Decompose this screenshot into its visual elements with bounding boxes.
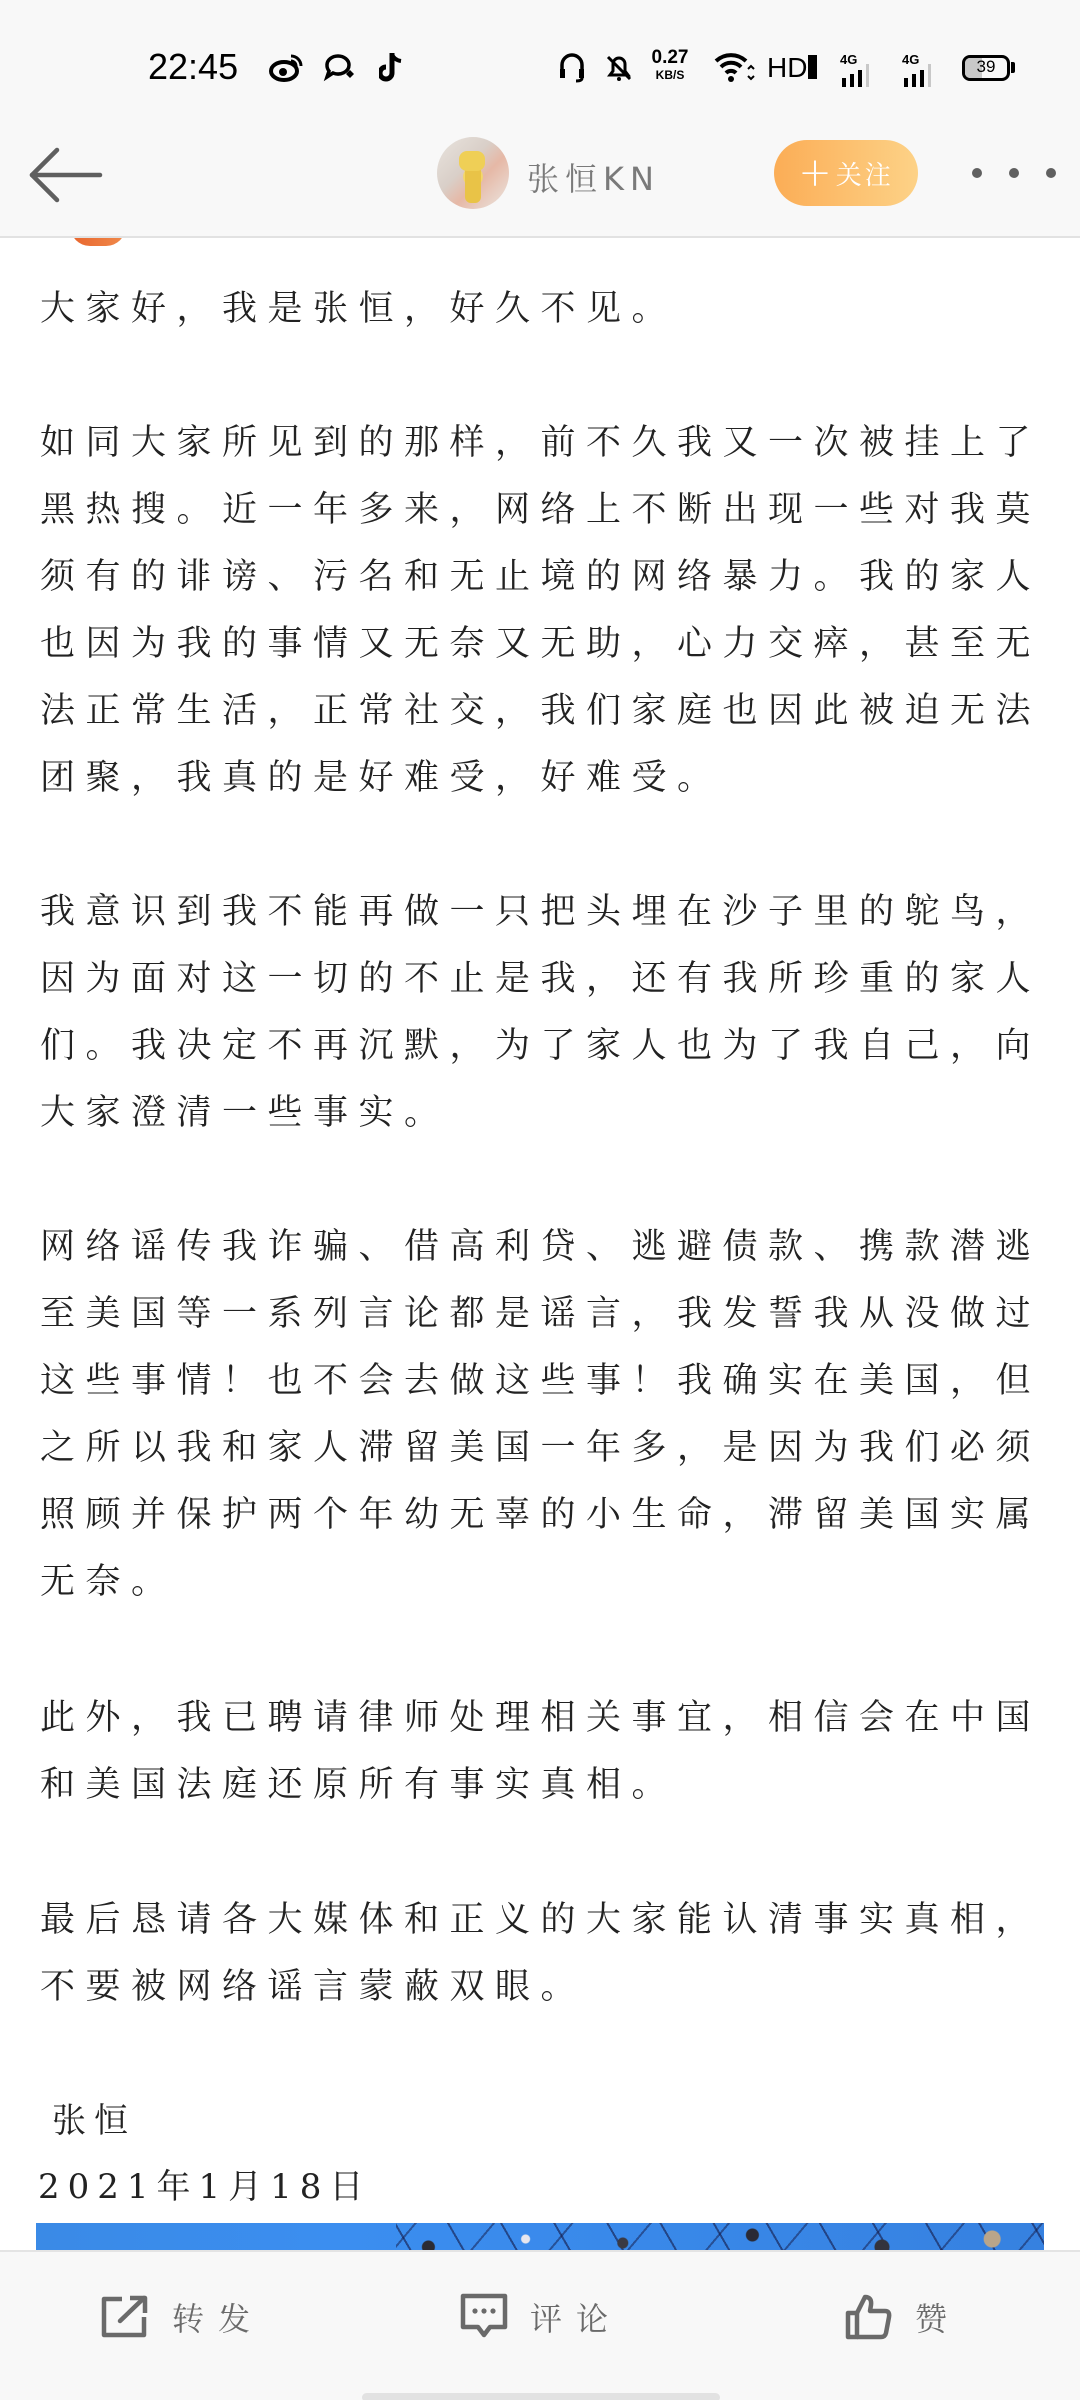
signal-4g-icon-sim1: 4G [840, 52, 857, 67]
thumbs-up-icon [845, 2293, 893, 2341]
home-indicator[interactable] [362, 2393, 720, 2400]
weibo-icon [268, 50, 306, 84]
status-time: 22:45 [148, 46, 239, 87]
like-button[interactable] [845, 2282, 961, 2352]
wifi-icon [713, 50, 755, 84]
post-content [0, 240, 1080, 2250]
more-dots-icon [972, 168, 982, 178]
repost-label: 转发 [172, 2300, 265, 2338]
more-options-button[interactable] [972, 160, 1056, 186]
author-name[interactable]: 张恒KN [527, 160, 660, 198]
author-avatar[interactable] [437, 137, 509, 209]
bottom-action-bar [0, 2250, 1080, 2400]
like-label: 赞 [915, 2300, 962, 2338]
comment-label: 评论 [530, 2300, 623, 2338]
share-icon [100, 2295, 150, 2339]
battery-icon: 39 [962, 55, 1010, 81]
signature: 张恒 [52, 2101, 136, 2141]
comment-icon [460, 2293, 508, 2341]
bell-muted-icon [604, 50, 634, 84]
post-paragraph: 此外，我已聘请律师处理相关事宜，相信会在中国和美国法庭还原所有事实真相。 [40, 1698, 1042, 1805]
headphones-icon [557, 50, 587, 84]
post-date: 2021年1月18日 [38, 2167, 372, 2207]
post-header [0, 120, 1080, 238]
repost-button[interactable] [100, 2282, 264, 2352]
post-paragraph: 大家好，我是张恒，好久不见。 [40, 289, 678, 329]
plus-icon: + [798, 150, 832, 196]
comment-button[interactable] [460, 2282, 622, 2352]
signal-4g-icon-sim2: 4G [902, 52, 919, 67]
chat-bubble-icon [322, 50, 358, 84]
back-button[interactable] [22, 142, 110, 208]
post-paragraph: 我意识到我不能再做一只把头埋在沙子里的鸵鸟，因为面对这一切的不止是我，还有我所珍重的家人们。我决定不再沉默，为了家人也为了我自己，向大家澄清一些事实。 [40, 892, 1042, 1133]
post-paragraph: 最后恳请各大媒体和正义的大家能认清事实真相，不要被网络谣言蒙蔽双眼。 [40, 1900, 1042, 2007]
post-paragraph: 网络谣传我诈骗、借高利贷、逃避债款、携款潜逃至美国等一系列言论都是谣言，我发誓我从没做过这些事情！也不会去做这些事！我确实在美国，但之所以我和家人滞留美国一年多，是因为我们必须照顾并保护两个年幼无辜的小生命，滞留美国实属无奈。 [40, 1227, 1042, 1602]
follow-label: 关注 [835, 160, 894, 191]
battery-tip [1011, 62, 1015, 73]
status-bar [0, 0, 1080, 120]
post-paragraph: 如同大家所见到的那样，前不久我又一次被挂上了黑热搜。近一年多来，网络上不断出现一些对我莫须有的诽谤、污名和无止境的网络暴力。我的家人也因为我的事情又无奈又无助，心力交瘁，甚至无法正常生活，正常社交，我们家庭也因此被迫无法团聚，我真的是好难受，好难受。 [40, 423, 1042, 798]
arrow-left-icon [22, 142, 110, 208]
network-speed: 0.27 KB/S [651, 47, 689, 82]
follow-button[interactable] [774, 140, 918, 206]
tiktok-icon [378, 50, 406, 84]
hd-volte-icon: HD [767, 52, 817, 84]
